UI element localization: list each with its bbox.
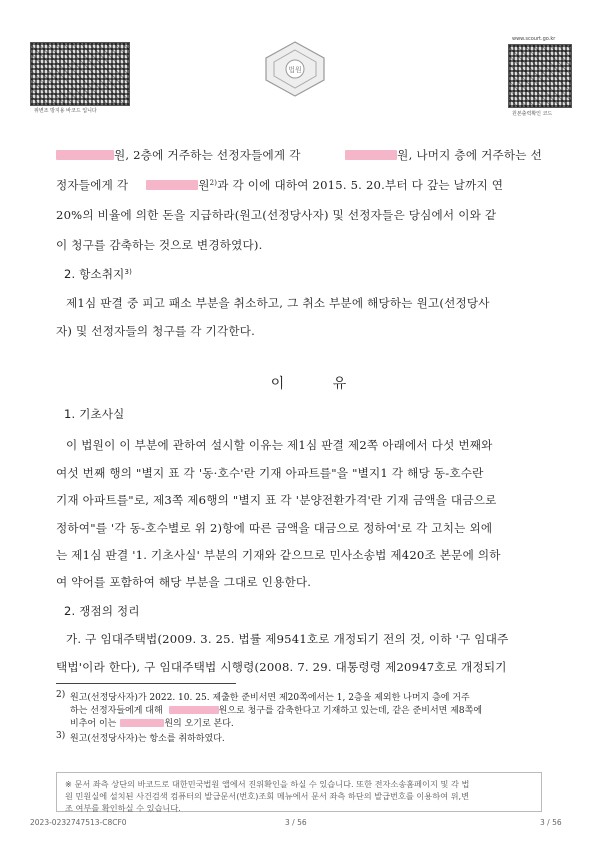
- redaction: [146, 180, 198, 190]
- para1-line-2: 여섯 번째 행의 "별지 표 각 '동·호수'란 기재 아파트를"을 "별지1 각 해당 동-호수란: [56, 466, 484, 480]
- footnote-3-number: 3): [56, 731, 66, 741]
- page-number-center: 3 / 56: [285, 818, 307, 827]
- para1-line-5: 는 제1심 판결 '1. 기초사실' 부분의 기재와 같으므로 민사소송법 제420조 본문에 의하: [56, 548, 501, 562]
- verification-barcode: [30, 42, 130, 106]
- body-line-6: 자) 및 선정자들의 청구를 각 기각한다.: [56, 324, 256, 338]
- section-appeal-purpose: 2. 항소취지$^{3)}$: [64, 267, 133, 281]
- court-url: www.scourt.go.kr: [512, 36, 556, 42]
- footnote-3: 원고(선정당사자)는 항소를 취하하였다.: [70, 734, 225, 744]
- original-check-qr: [508, 44, 572, 108]
- footnote-2-line-1: 원고(선정당사자)가 2022. 10. 25. 제출한 준비서면 제20쪽에서는 1, 2층을 제외한 나머지 층에 거주: [70, 693, 470, 703]
- redaction: [120, 719, 164, 727]
- body-line-2: 정자들에게 각 원$^{2)}$과 각 이에 대하여 2015. 5. 20.부터 다 갚는 날까지 연: [56, 178, 504, 192]
- section-issues: 2. 쟁점의 정리: [64, 604, 140, 618]
- redaction: [169, 706, 219, 714]
- seal-text: 법원: [288, 66, 302, 74]
- authenticity-notice: ※ 문서 좌측 상단의 바코드로 대한민국법원 앱에서 진위확인을 하실 수 있습니다. 또한 전자소송홈페이지 및 각 법 원 민원실에 설치된 사건검색 컴퓨터의 발급문서(번호)조회 메뉴에서 문서 좌측 하단의 발급번호를 이용하여 위,변 조 여부를 확인하실 수 있습니다.: [56, 772, 542, 812]
- para1-line-6: 여 약어를 포함하여 해당 부분을 그대로 인용한다.: [56, 575, 312, 589]
- page-number-right: 3 / 56: [540, 818, 562, 827]
- para2-line-1: 가. 구 임대주택법(2009. 3. 25. 법률 제9541호로 개정되기 전의 것, 이하 '구 임대주: [66, 632, 509, 646]
- para1-line-1: 이 법원이 이 부분에 관하여 설시할 이유는 제1심 판결 제2쪽 아래에서 다섯 번째와: [66, 438, 493, 452]
- barcode-caption: 위변조 방지용 바코드 입니다: [34, 108, 97, 114]
- body-line-1: 원, 2층에 거주하는 선정자들에게 각 원, 나머지 층에 거주하는 선: [56, 147, 542, 163]
- footnote-2-number: 2): [56, 690, 66, 700]
- redaction: [345, 150, 397, 160]
- redaction: [56, 150, 114, 160]
- body-line-4: 이 청구를 감축하는 것으로 변경하였다).: [56, 238, 263, 252]
- footnote-divider: [56, 683, 236, 684]
- body-line-5: 제1심 판결 중 피고 패소 부분을 취소하고, 그 취소 부분에 해당하는 원고(선정당사: [66, 296, 490, 310]
- para1-line-4: 정하여"를 '각 동-호수별로 위 2)항에 따른 금액을 대금으로 정하여'로 각 고치는 외에: [56, 521, 493, 535]
- footnote-2-line-3: 비추어 이는 원의 오기로 본다.: [70, 719, 234, 729]
- para1-line-3: 기재 아파트를"로, 제3쪽 제6행의 "별지 표 각 '분양전환가격'란 기재 금액을 대금으로: [56, 493, 497, 507]
- qr-caption: 원본출력확인 코드: [512, 111, 553, 117]
- para2-line-2: 택법'이라 한다), 구 임대주택법 시행령(2008. 7. 29. 대통령령 제20947호로 개정되기: [56, 660, 507, 674]
- section-basic-facts: 1. 기초사실: [64, 407, 125, 421]
- footnote-2-line-2: 하는 선정자들에게 대해 원으로 청구를 감축한다고 기재하고 있는데, 같은 준비서면 제8쪽에: [70, 706, 483, 716]
- court-seal-icon: [262, 40, 328, 98]
- reasons-title: 이 유: [270, 376, 369, 392]
- issue-number: 2023-0232747513-C8CF0: [30, 818, 127, 827]
- body-line-3: 20%의 비율에 의한 돈을 지급하라(원고(선정당사자) 및 선정자들은 당심에서 이와 같: [56, 208, 497, 222]
